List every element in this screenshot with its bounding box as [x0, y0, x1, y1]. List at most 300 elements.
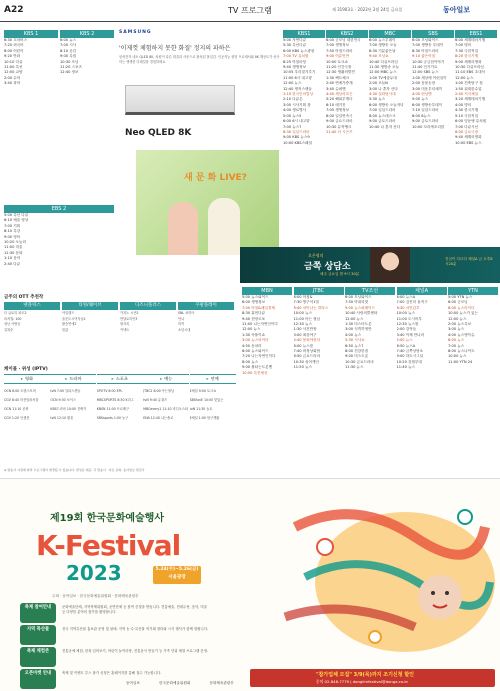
program-row: 11:00 특선 [4, 65, 23, 70]
ott-title: 금주의 OTT 추천작 [4, 295, 44, 300]
category-label: 예능 [164, 376, 173, 381]
program-row: 5:00 특선 다큐 [4, 213, 29, 217]
program-row: 10:30 싱어게인 [293, 359, 319, 364]
program-row: 6:00 생방송투데이 [412, 102, 443, 107]
channel-column [345, 287, 395, 465]
program-row: 10:30 궁금한이야기 [412, 59, 445, 64]
ott-title-item: 환승연애2 [62, 322, 77, 326]
program-row: 10:30 다큐프라임 [455, 65, 484, 70]
program-row: 1:30 미스터트롯 [345, 322, 372, 327]
festival-title: K-Festival [36, 529, 181, 562]
program-row: 7:30 극한직업 [455, 48, 479, 53]
ott-title-item: 길복순 [4, 327, 14, 332]
program-row: 10:00 뉴스 [293, 311, 312, 316]
program-row: 4:00 생로병사 [283, 108, 307, 113]
program-row: 8:30 아침드라마 [412, 48, 439, 53]
program-row: 4:00 뉴스 [345, 332, 362, 337]
program-row: 5:00 자연다큐 [283, 38, 307, 42]
iptv-item: ENA 12:40 나는솔로 [143, 416, 174, 420]
iptv-item: OCN 6:00 트랜스포머 [4, 389, 36, 393]
program-row: 8:00 일일연속극 [326, 113, 353, 118]
program-row: 9:00 금요드라마 [326, 119, 353, 124]
program-row: 7:05 생생정보 [326, 108, 350, 113]
program-row: 10:55 우리말겨루기 [283, 70, 316, 75]
category-icon: ▸ [206, 376, 209, 381]
program-row: 9:00 여유만만 [326, 54, 350, 59]
program-row: 4:00 뉴스앤이슈 [448, 332, 475, 337]
festival-info-row [20, 647, 210, 669]
iptv-category [97, 374, 143, 384]
program-row: 10:30 모닝 [60, 59, 79, 64]
program-row: 4:30 한국기행 [455, 108, 479, 113]
ott-column [4, 302, 60, 332]
program-row: 1:00 건축탐구 집 [455, 81, 483, 86]
program-row: 5:00 뉴스 [396, 338, 413, 343]
iptv-item: OCN 11:10 존윅 [4, 407, 29, 411]
left-listing-c [4, 205, 114, 295]
program-row: 7:00 생방송 오늘 [369, 43, 397, 48]
program-row: 10:00 EBS 뉴스 [455, 140, 482, 145]
program-row: 5:30 뉴스 [369, 97, 386, 102]
program-row: 8:00 금요극장 [455, 129, 479, 134]
ott-service-name: 쿠팡플레이 [178, 302, 234, 310]
ott-table [4, 302, 234, 364]
program-row: 11:20 스포츠 [60, 65, 82, 70]
section-title: TV 프로그램 [228, 6, 272, 15]
channel-column [397, 287, 447, 465]
program-row: 3:00 식객허영만 [345, 327, 372, 332]
iptv-item: OCN 9:30 보이스 [50, 398, 76, 402]
tv-image [125, 85, 235, 115]
program-row: 5:00 뉴스5 [283, 113, 302, 118]
program-row: 8:00 뉴스데스크 [369, 113, 396, 118]
program-row: 9:00 뉴스퍼레이드 [345, 305, 376, 310]
program-row: 6:00 뉴스룸 [293, 343, 314, 348]
iptv-item: MBCevery1 11:10 비디오스타 [143, 407, 188, 411]
ott-title-item: 카지노 시즌2 [120, 311, 139, 315]
program-row: 3:00 미운우리새끼 [412, 86, 443, 91]
iptv-table [4, 374, 236, 462]
program-row: 8:00 어린이 [4, 48, 24, 53]
program-row: 8:25 아침마당 [283, 59, 307, 64]
festival-info-text: 문화예술단체, 지역축제위원회, 공연단체 등 참여 신청을 받습니다. 전통예술, 현대무용, 음악, 미술 등 다양한 분야의 참가를 환영합니다. [62, 605, 207, 615]
ott-title-item: 성난 사람들 [4, 322, 21, 326]
program-row: 12:40 정보 [60, 70, 79, 75]
iptv-item: SPOTV 6:00 EPL [96, 389, 123, 393]
program-row: 10:00 뉴스 [448, 354, 467, 359]
program-row: 12:00 뉴스 [242, 327, 261, 332]
sponsor-logos [126, 681, 252, 686]
program-row: 11:00 YTN 24 [448, 359, 473, 364]
program-row: 9:40 현장르포 [242, 316, 266, 321]
program-row: 9:00 영어 [4, 234, 21, 239]
iptv-item: tvN 7:00 일타스캔들 [50, 389, 81, 393]
sponsor-logo: 한국문화예술위원회 [159, 681, 191, 685]
banner-time: 매주 금요일 밤 9시 30분 [320, 272, 360, 276]
program-row: 10:40 나 혼자 산다 [369, 124, 401, 129]
ott-title-item: 소년시대 [178, 327, 191, 332]
iptv-item: MBCSPORTS 8:30 K리그 [96, 398, 134, 402]
program-row: 8:10 공감 [60, 48, 77, 53]
promo-title: 새 문 화 LIVE? [184, 173, 247, 183]
program-row: 10:50 특종세상 [242, 370, 268, 375]
program-row: 6:00 뉴스 [60, 38, 77, 42]
festival-info-text: 전통공예 체험, 한복 입어보기, 어린이 놀이마당, 전통음식 만들기 등 가족 단위 체험 프로그램 운영. [62, 649, 209, 653]
program-row: 4:30 실화탐사대 [369, 92, 396, 97]
program-row: 2:00 뉴스특보 [448, 322, 472, 327]
iptv-item: KBS드라마 10:00 진짜가 [50, 407, 87, 411]
program-row: 9:40 생생정보 [283, 65, 307, 70]
program-row: 3:40 슈퍼맨 [326, 86, 346, 91]
program-row: 3:20 세계테마기행 [455, 97, 486, 102]
channel-header: EBS1 [455, 30, 497, 38]
ott-column [62, 302, 118, 332]
newspaper-logo: 동아일보 [443, 6, 471, 14]
program-row: 2:40 연예가중계 [326, 81, 353, 86]
program-row: 11:10 EBS 초대석 [455, 70, 486, 75]
cta-contact: 문의 02-848-7779 | donglimfestival@donga.co.kr [316, 679, 409, 684]
page-header [0, 0, 500, 22]
program-row: 7:00 TV 유치원 [283, 54, 309, 59]
program-row: 6:00 뉴스투데이 [369, 38, 396, 42]
festival-info-row [20, 625, 210, 647]
program-row: 3:00 뉴스 [448, 327, 465, 332]
iptv-item: KBSN 11:00 프로배구 [96, 407, 129, 411]
channel-column [455, 30, 497, 245]
channel-header: 채널A [397, 287, 447, 295]
program-row: 7:40 금쪽상담소 [396, 349, 424, 354]
festival-info-row [20, 669, 210, 691]
iptv-item: CGV 1:20 인셉션 [4, 416, 30, 420]
samsung-logo: SAMSUNG [119, 30, 152, 35]
program-row: 12:00 뉴스 [448, 316, 467, 321]
program-row: 11:20 인간극장 [326, 65, 352, 70]
program-row: 12:30 문화 [4, 250, 23, 255]
program-row: 8:30 서민갑부 [396, 305, 420, 310]
program-row: 6:30 꼬마버스 [4, 38, 28, 42]
program-row: 11:40 더 시즌즈 [326, 129, 353, 134]
program-row: 9:40 모닝쇼 [369, 54, 389, 59]
issue-info: 제 31903호 · 2023년 2월 24일 금요일 [332, 7, 403, 12]
program-row: 9:00 미스트롯 [345, 354, 369, 359]
program-row: 9:10 좋은아침 [412, 54, 436, 59]
festival-date: 5.24(수)~5.26(금) [155, 567, 199, 572]
program-row: 12:30 뉴스 [293, 322, 312, 327]
program-row: 11:00 아는 형님 [293, 316, 321, 321]
channel-header: EBS 2 [4, 205, 114, 213]
program-row: 6:00 세계테마기행 [455, 38, 486, 42]
program-row: 10:10 다큐 [4, 59, 23, 64]
channel-column [283, 30, 325, 245]
iptv-item: CGV 8:40 미션임파서블 [4, 398, 39, 402]
channel-header: KBS 2 [60, 30, 114, 38]
program-row: 5:00 YTN 뉴스 [448, 295, 473, 299]
program-row: 10:40 다큐프라임 [369, 59, 398, 64]
ott-title-item: 안나 [178, 316, 185, 321]
program-row: 2:10 다큐온 [283, 97, 303, 102]
festival-info-label: 오픈마켓 안내 [20, 669, 56, 689]
program-row: 10:00 뉴스가 있는 [448, 311, 478, 316]
program-row: 9:00 세계의명화 [455, 59, 482, 64]
festival-host: 주최 · 동아일보 · 한국문화예술위원회 · 문화체육관광부 [52, 594, 139, 598]
sponsor-logo: 동아일보 [126, 681, 140, 685]
channel-header: TV조선 [345, 287, 395, 295]
footnote: ※ 방송사 사정에 따라 프로그램이 변경될 수 있습니다. 편성표 제공: 각 방송사 · 자료 문의: 동아일보 편집국 [4, 468, 145, 472]
program-row: 8:50 금요드라마 [293, 354, 321, 359]
program-row: 8:00 8뉴스 [412, 113, 431, 118]
program-row: 7:00 명의 [455, 43, 472, 48]
program-row: 9:00 금토드라마 [369, 119, 396, 124]
festival-info-text: 전국 지역특산물 홍보관 운영 및 판매. 지역 농·수·특산물 직거래 장터와 시식 행사가 함께 열립니다. [62, 627, 209, 631]
program-row: 5:00 뉴스 [412, 97, 429, 102]
program-row: 9:00 KBS 뉴스9 [283, 135, 310, 140]
program-row: 11:40 인기가요 [412, 65, 438, 70]
program-row: 10:00 토크쇼 [326, 59, 348, 64]
program-row: 2:00 강적들 [396, 327, 417, 332]
program-row: 12:00 MBC 뉴스 [369, 70, 397, 75]
program-row: 2:00 오늘N [369, 81, 388, 86]
iptv-item: SBSsports 1:00 농구 [96, 416, 129, 420]
ott-title-item: 더 글로리 파트2 [4, 311, 27, 315]
channel-column [412, 30, 454, 245]
category-icon: ▸ [160, 376, 163, 381]
program-row: 6:10 매거진 [326, 102, 346, 107]
program-row: 3:00 시사기획 창 [283, 102, 311, 107]
program-row: 10:20 오늘의 [4, 240, 26, 245]
program-row: 7:00 생방송 투데이 [412, 43, 444, 48]
program-row: 4:50 동치미 [242, 343, 262, 348]
program-row: 3:00 뉴스파이터 [242, 338, 269, 343]
program-row: 1:10 음악 [4, 256, 21, 261]
ott-title-item: SNL 코리아 [178, 311, 195, 315]
person-figure [168, 202, 198, 255]
program-row: 8:40 차이나는 클라스 [293, 305, 329, 310]
show-promo-image [136, 150, 279, 255]
program-row: 6:00 생방송 오늘저녁 [369, 102, 404, 107]
program-row: 6:10 예술 영상 [4, 218, 29, 223]
program-row: 7:00 김진의 돌직구 [396, 300, 428, 305]
program-row: 4:00 명의 [455, 102, 472, 107]
ott-title-item: 만달로리안3 [120, 316, 138, 321]
channel-header: SBS [412, 30, 454, 38]
program-row: 12:00 뉴스 [455, 75, 474, 80]
program-row: 6:00 뉴스와이드 [242, 349, 269, 354]
program-row: 10:40 사랑의콜센타 [345, 311, 378, 316]
program-row: 11:30 생방송 오늘 [369, 65, 399, 70]
iptv-title: 케이블 · 위성 (IPTV) [4, 367, 48, 372]
program-row: 11:00 나는자연인이다 [242, 322, 278, 327]
program-row: 9:00 불타는트롯맨 [242, 365, 273, 370]
program-row: 7:00 아침&매일경제 [242, 305, 275, 310]
ott-title-item: 아일랜드 [62, 311, 75, 315]
channel-column [242, 287, 292, 465]
ott-title-item: 미끼 [178, 322, 185, 326]
program-row: 6:50 뉴스7 [345, 343, 364, 348]
category-icon: ▸ [111, 376, 114, 381]
program-row: 8:10 특강 [4, 229, 21, 234]
program-row: 9:40 세계의명화 [455, 135, 482, 140]
channel-column [369, 30, 411, 245]
program-row: 8:00 뉴스 [242, 359, 259, 364]
host-portrait [370, 247, 410, 283]
festival-info-label: 축제 참여안내 [20, 603, 56, 623]
channel-header: YTN [448, 287, 498, 295]
ott-title-item: 몸값 [62, 327, 69, 332]
program-row: 7:10 일일드라마 [412, 108, 439, 113]
program-row: 8:30 휴먼다큐 [242, 311, 266, 316]
program-row: 11:00 도시어부 [396, 316, 422, 321]
program-row: 11:30 뉴스 [345, 365, 364, 370]
program-row: 12:50 교양 [4, 70, 23, 75]
ott-title-item: 피지컬: 100 [4, 316, 22, 321]
category-icon: ▸ [65, 376, 68, 381]
program-row: 4:40 뭉쳐야찬다 [293, 338, 321, 343]
program-row: 5:00 뉴스와이드 [242, 295, 269, 299]
program-row: 1:30 사건반장 [293, 327, 317, 332]
program-row: 1:00 TV예술무대 [369, 75, 397, 80]
program-row: 1:50 위대한수업 [455, 86, 482, 91]
ad-quote: '이제껏 체험하지 못한 화질' 정지의 파하은 [119, 45, 231, 52]
program-row: 6:00 KBS 뉴스광장 [283, 48, 315, 53]
program-row: 1:00 세상에 이런일이 [412, 75, 447, 80]
category-icon: ▸ [20, 376, 23, 381]
program-row: 2:00 동물농장 [412, 81, 436, 86]
program-row: 2:00 수학 [4, 75, 21, 80]
ott-column [178, 302, 234, 332]
program-row: 7:30 방구석1열 [293, 300, 319, 305]
program-row: 9:00 특집 [60, 54, 77, 59]
program-row: 3:00 최강야구 [293, 332, 317, 337]
channel-column [294, 287, 344, 465]
program-row: 2:40 다큐 [4, 261, 21, 266]
program-row: 11:40 뉴스 [396, 365, 415, 370]
program-row: 8:00 뉴스라이더 [448, 305, 475, 310]
festival-venue: 서울광장 [168, 575, 186, 580]
program-row: 6:00 뉴스 [448, 338, 465, 343]
channel-header: KBS1 [283, 30, 325, 38]
festival-illustration [265, 487, 495, 655]
program-row: 5:30 시사쇼 [345, 338, 365, 343]
program-row: 11:50 뉴스 [293, 365, 312, 370]
program-row: 9:00 금토드라마 [412, 119, 439, 124]
program-row: 5:20 해피투게더 [326, 97, 353, 102]
program-row: 9:00 하트시그널 [396, 354, 424, 359]
cta-title: "참가업체 모집" 3/9(목)까지 조기신청 할인 [316, 672, 414, 678]
banner-small: 오은영의 [308, 253, 324, 258]
festival-subtitle: 제19회 한국문화예술행사 [50, 513, 164, 524]
iptv-item: E채널 1:00 탐구생활 [189, 416, 220, 420]
program-row: 4:40 세상의모든 [326, 92, 353, 97]
program-row: 1:30 속풀이쇼 [242, 332, 266, 337]
sponsor-logo: 문화체육관광부 [209, 681, 234, 685]
ott-column [120, 302, 176, 332]
program-row: 6:00 굿모닝 대한민국 [326, 38, 361, 42]
program-row: 10:30 금요드라마 [345, 359, 374, 364]
program-row: 12:00 뉴스 [283, 81, 302, 86]
iptv-item: tvN 12:10 환혼 [50, 416, 74, 420]
program-row: 5:10 극한직업 [455, 113, 479, 118]
program-row: 10:20 강철부대 [396, 359, 422, 364]
iptv-category [190, 374, 236, 384]
iptv-item: tvN 11:30 놀토 [189, 407, 213, 411]
program-row: 6:50 뉴스A [396, 343, 416, 348]
program-row: 7:00 시사 [60, 43, 77, 48]
category-label: 영화 [25, 376, 34, 381]
iptv-item: tvN 9:40 유퀴즈 [143, 398, 168, 402]
program-row: 7:00 기획 [4, 223, 21, 228]
category-label: 드라마 [69, 376, 82, 381]
banner-right: 진심이 다르다 채널A 금 오후8시20분 [445, 257, 493, 266]
channel-header: JTBC [294, 287, 344, 295]
program-row: 8:30 기분좋은날 [369, 48, 396, 53]
program-row: 12:00 뉴스 [345, 316, 364, 321]
ad-description: 삼성전자 네오 QLED 8K, 차원이 다른 화질과 사운드로 완성된 몰입감. 인공지능 퀀텀 프로세서와 8K 해상도가 선사하는 생생한 디테일을 경험하세요. [119, 55, 280, 64]
festival-ad [0, 478, 500, 691]
channel-header: KBS2 [326, 30, 368, 38]
channel-header: MBC [369, 30, 411, 38]
program-row: 8:20 한국기행 [455, 54, 479, 59]
program-row: 11:50 6시 내고향 [283, 75, 312, 80]
ott-service-name: 디즈니플러스 [120, 302, 176, 310]
festival-info-text: 축제 및 이벤트 부스 참가 신청은 홈페이지를 통해 접수 가능합니다. [62, 671, 162, 675]
tv-model-name: Neo QLED 8K [125, 128, 192, 138]
program-row: 8:00 뉴스나이트 [448, 349, 475, 354]
program-row: 8:30 일일드라마 [283, 129, 310, 134]
category-label: 스포츠 [115, 376, 128, 381]
ott-title-item: 커넥트 [120, 327, 130, 332]
program-row: 12:00 SBS 뉴스 [412, 70, 439, 75]
iptv-item: JTBC2 8:00 아는형님 [143, 389, 174, 393]
iptv-category [50, 374, 96, 384]
program-row: 12:30 뉴스톱 [396, 322, 419, 327]
festival-info-label: 지역 특산물 [20, 625, 56, 645]
program-row: 3:40 이제 만나러 [396, 332, 425, 337]
ott-service-name: 넷플릭스 [4, 302, 60, 310]
program-row: 6:00 딩동댕 유치원 [455, 119, 487, 124]
ott-title-item: 형사록 [120, 322, 130, 326]
program-row: 11:00 미술 [4, 245, 23, 250]
program-row: 9:20 만화 [4, 54, 21, 59]
iptv-item: E채널 9:00 토크쇼 [189, 389, 217, 393]
program-row: 10:30 뮤직뱅크 [326, 124, 352, 129]
program-row: 6:00 생생정보 [242, 300, 266, 305]
iptv-item: SBSfunE 10:00 맛있는 [189, 398, 224, 402]
program-row: 7:20 외국어 [4, 43, 24, 48]
program-row: 6:00 모닝와이드 [345, 295, 372, 299]
program-row: 2:40 지식채널 [455, 92, 479, 97]
page-number: A22 [4, 5, 24, 15]
category-label: 연예 [210, 376, 219, 381]
program-row: 7:40 비정상회담 [293, 349, 321, 354]
program-row: 12:40 명작스캔들 [283, 86, 312, 91]
festival-info-label: 축제 체험존 [20, 647, 56, 667]
program-row: 3:00 나 혼자 산다 [369, 86, 398, 91]
ott-title-item: 술꾼도시여자들2 [62, 316, 86, 321]
person-figure [208, 198, 240, 255]
iptv-category [4, 374, 50, 384]
channel-header: MBN [242, 287, 292, 295]
channel-header: KBS 1 [4, 30, 58, 38]
program-row: 5:30 특선다큐 [283, 43, 307, 48]
program-row: 12:30 생활의발견 [326, 70, 355, 75]
program-row: 7:00 일일드라마 [369, 108, 396, 113]
program-row: 6:00 6시 내고향 [283, 119, 310, 124]
banner-title: 금쪽 상담소 [304, 262, 351, 272]
program-row: 10:00 꼬리에꼬리를 [412, 124, 445, 129]
program-row: 7:00 뉴스7 [283, 124, 302, 129]
festival-cta[interactable] [250, 669, 495, 687]
festival-year: 2023 [66, 561, 122, 585]
